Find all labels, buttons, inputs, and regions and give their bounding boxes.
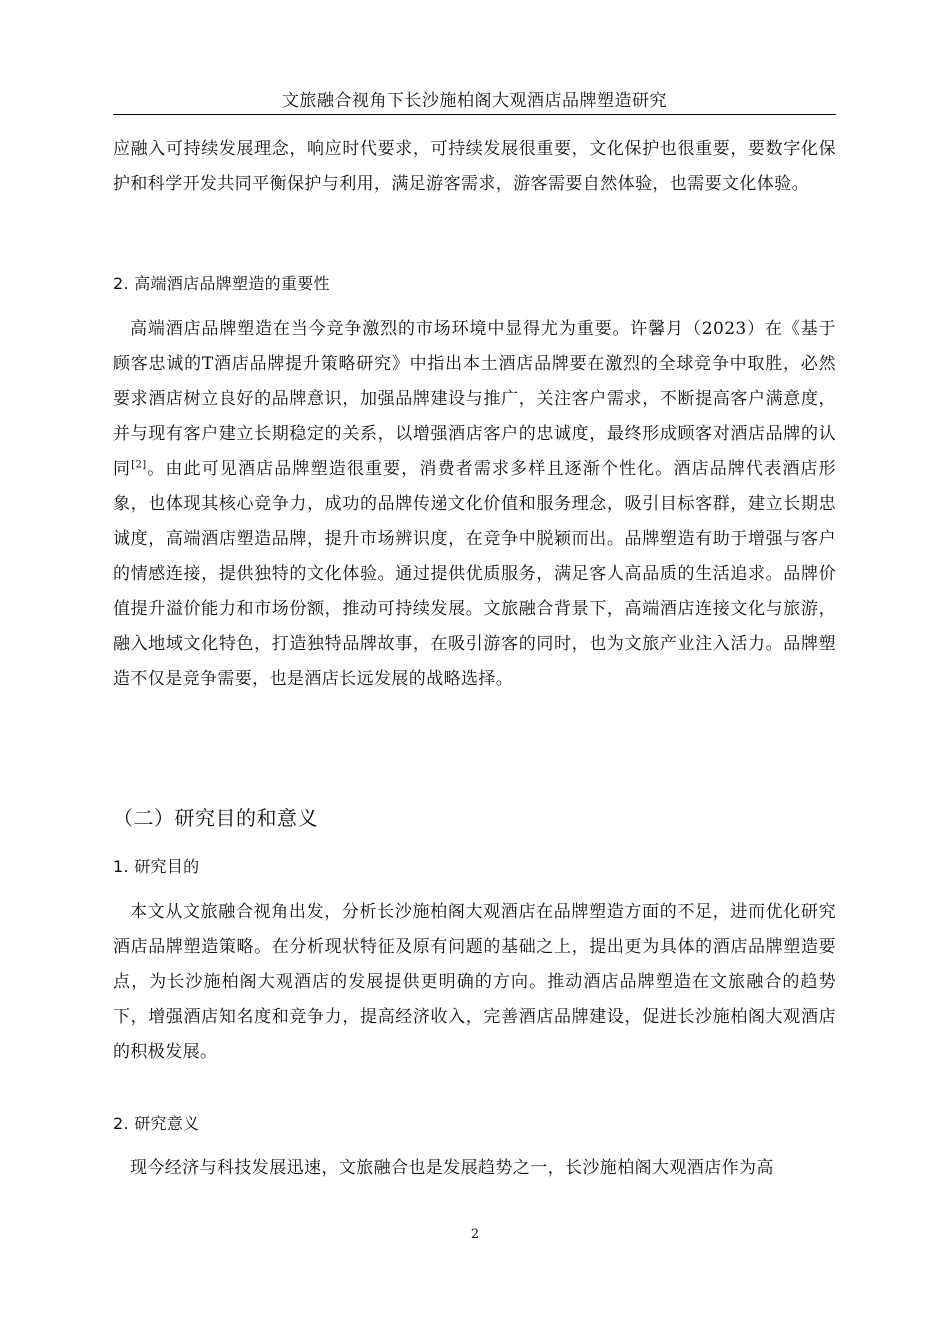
header-rule <box>113 114 836 115</box>
heading-brand-importance: 2. 高端酒店品牌塑造的重要性 <box>113 274 330 293</box>
heading-purpose-section: （二）研究目的和意义 <box>113 806 318 830</box>
paragraph-brand-importance <box>113 312 836 697</box>
page-number: 2 <box>470 1227 480 1242</box>
heading-research-purpose: 1. 研究目的 <box>113 857 200 876</box>
citation-ref: [2] <box>131 459 147 471</box>
paragraph-text-part: 。由此可见酒店品牌塑造很重要，消费者需求多样且逐渐个性化。酒店品牌代表酒店形象，也体现其核心竞争力，成功的品牌传递文化价值和服务理念，吸引目标客群，建立长期忠诚度，高端酒店塑造品牌，提升市场辨识度，在竞争中脱颖而出。品牌塑造有助于增强与客户的情感连接，提供独特的文化体验。通过提供优质服务，满足客人高品质的生活追求。品牌价值提升溢价能力和市场份额，推动可持续发展。文旅融合背景下，高端酒店连接文化与旅游，融入地域文化特色，打造独特品牌故事，在吸引游客的同时，也为文旅产业注入活力。品牌塑造不仅是竞争需要，也是酒店长远发展的战略选择。 <box>113 459 837 689</box>
paragraph-research-purpose: 本文从文旅融合视角出发，分析长沙施柏阁大观酒店在品牌塑造方面的不足，进而优化研究酒店品牌塑造策略。在分析现状特征及原有问题的基础之上，提出更为具体的酒店品牌塑造要点，为长沙施柏阁大观酒店的发展提供更明确的方向。推动酒店品牌塑造在文旅融合的趋势下，增强酒店知名度和竞争力，提高经济收入，完善酒店品牌建设，促进长沙施柏阁大观酒店的积极发展。 <box>113 902 836 1062</box>
paragraph-continued: 应融入可持续发展理念，响应时代要求，可持续发展很重要，文化保护也很重要，要数字化保护和科学开发共同平衡保护与利用，满足游客需求，游客需要自然体验，也需要文化体验。 <box>113 139 836 194</box>
paragraph-research-significance: 现今经济与科技发展迅速，文旅融合也是发展趋势之一，长沙施柏阁大观酒店作为高 <box>130 1158 774 1178</box>
paragraph-text-part: 高端酒店品牌塑造在当今竞争激烈的市场环境中显得尤为重要。许馨月（2023）在《基于顾客忠诚的T酒店品牌提升策略研究》中指出本土酒店品牌要在激烈的全球竞争中取胜，必然要求酒店树立良好的品牌意识，加强品牌建设与推广，关注客户需求，不断提高客户满意度，并与现有客户建立长期稳定的关系，以增强酒店客户的忠诚度，最终形成顾客对酒店品牌的认同 <box>113 319 836 479</box>
heading-research-significance: 2. 研究意义 <box>113 1114 200 1133</box>
running-header: 文旅融合视角下长沙施柏阁大观酒店品牌塑造研究 <box>282 91 667 111</box>
